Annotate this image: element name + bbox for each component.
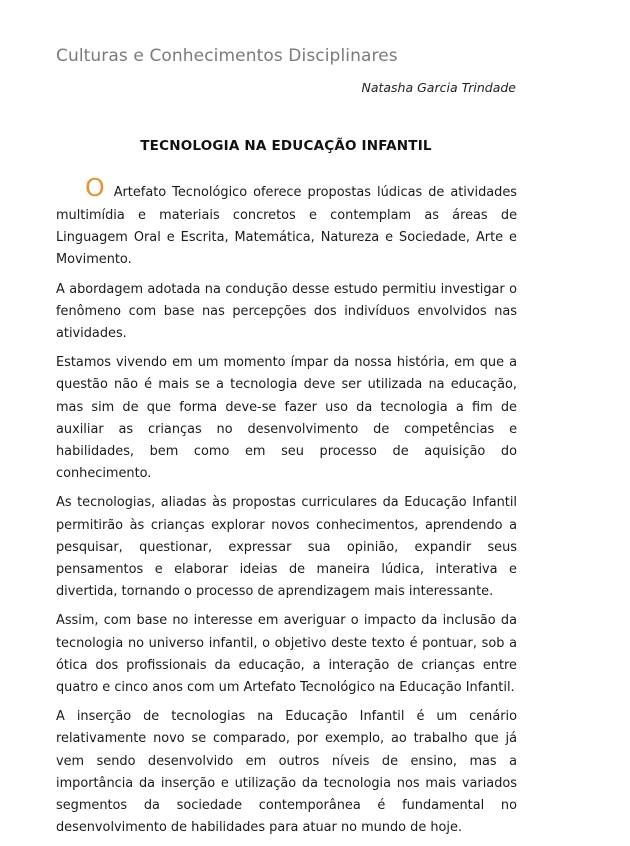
paragraph-5: Assim, com base no interesse em averiguar o impacto da inclusão da tecnologia no universo infantil, o objetivo deste texto é pontuar, sob a ótica dos profissionais da educação, a interação de crianças entre quatro e cinco anos com um Artefato Tecnológico na Educação Infantil. <box>56 613 517 696</box>
first-line-text: Artefato Tecnológico oferece propostas lúdicas de atividades <box>113 185 517 200</box>
paragraph-1-continuation: multimídia e materiais concretos e contemplam as áreas de Linguagem Oral e Escrita, Matemática, Natureza e Sociedade, Arte e Movimento. <box>56 208 517 268</box>
author-name: Natasha Garcia Trindade <box>361 80 516 95</box>
paragraph-3: Estamos vivendo em um momento ímpar da nossa história, em que a questão não é mais se a tecnologia deve ser utilizada na educação, mas sim de que forma deve-se fazer uso da tecnologia a fim de auxiliar as crianças no desenvolvimento de competências e habilidades, bem como em seu processo de aquisição do conhecimento. <box>56 355 517 482</box>
paragraph-2: A abordagem adotada na condução desse estudo permitiu investigar o fenômeno com base nas percepções dos indivíduos envolvidos nas atividades. <box>56 281 517 342</box>
drop-cap: O <box>85 173 105 202</box>
paragraph-4: As tecnologias, aliadas às propostas curriculares da Educação Infantil permitirão às crianças explorar novos conhecimentos, aprendendo a pesquisar, questionar, expressar sua opinião, expandir seus pensamentos e elaborar ideias de maneira lúdica, interativa e divertida, tornando o processo de aprendizagem mais interessante. <box>56 495 517 600</box>
article-body <box>56 170 517 846</box>
paragraph-1 <box>56 170 517 272</box>
series-title: Culturas e Conhecimentos Disciplinares <box>56 46 398 66</box>
article-title: TECNOLOGIA NA EDUCAÇÃO INFANTIL <box>140 138 432 154</box>
first-line <box>56 170 517 205</box>
paragraph-6: A inserção de tecnologias na Educação Infantil é um cenário relativamente novo se comparado, por exemplo, ao trabalho que já vem sendo desenvolvido em outros níveis de ensino, mas a importância da inserção e utilização da tecnologia nos mais variados segmentos da sociedade contemporânea é fundamental no desenvolvimento de habilidades para atuar no mundo de hoje. <box>56 709 517 836</box>
